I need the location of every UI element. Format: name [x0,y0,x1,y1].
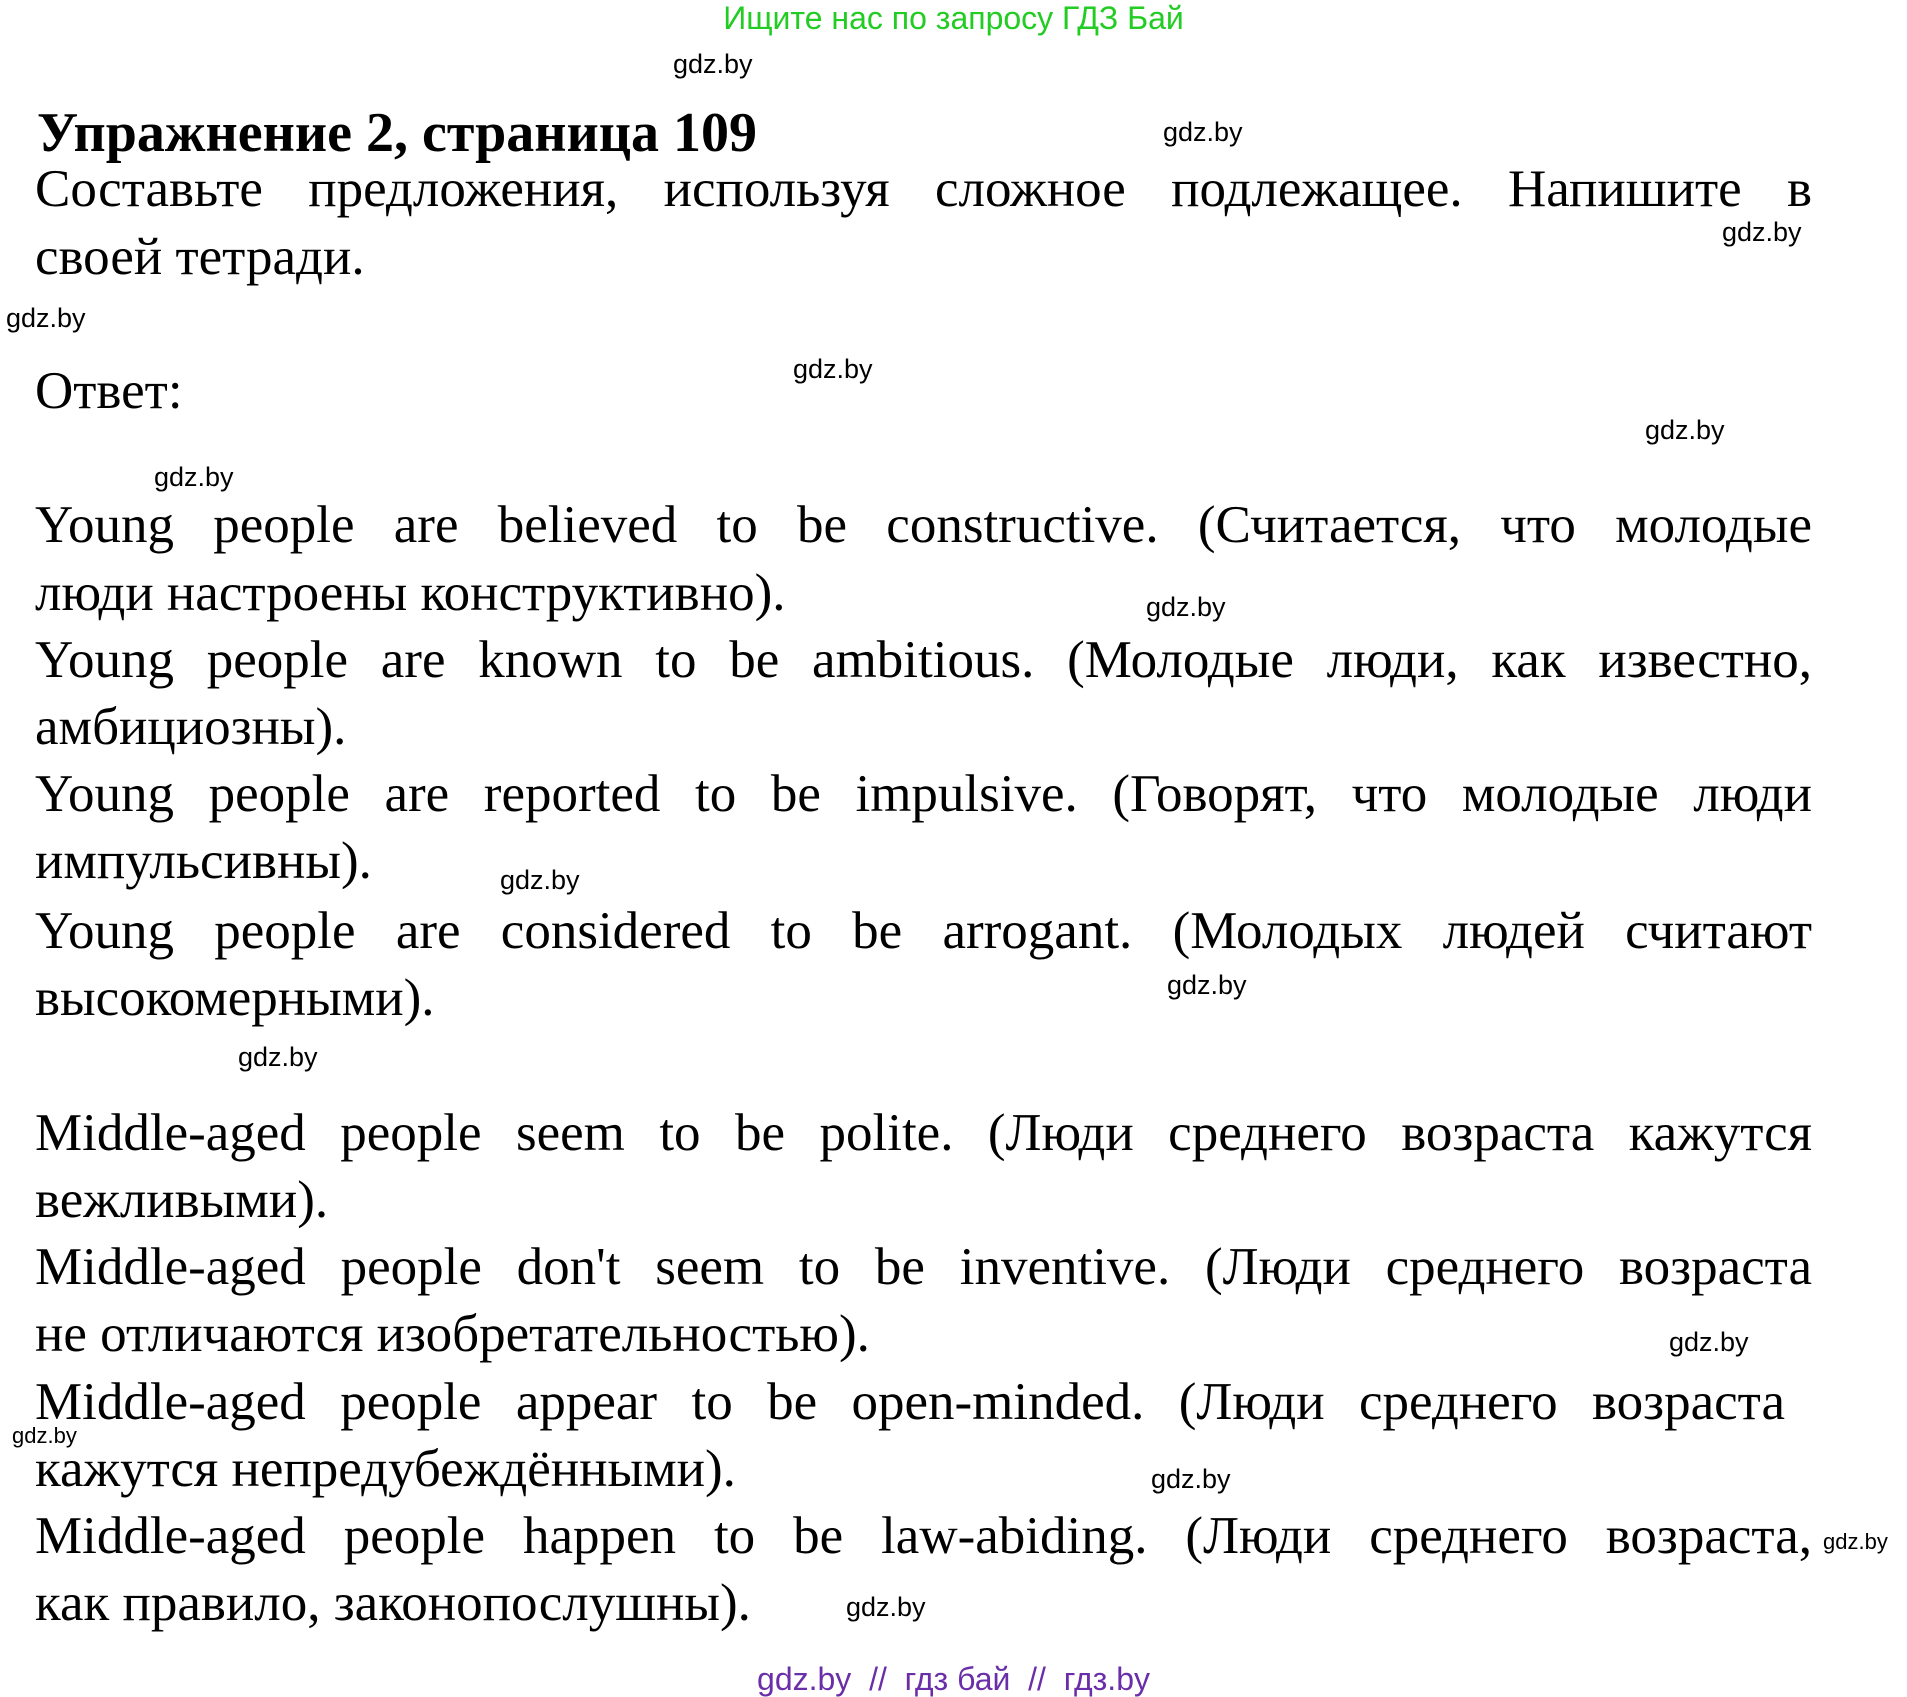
watermark: gdz.by [6,303,86,333]
answer-line: Middle-aged people seem to be polite. (Люди среднего возраста кажутся [35,1104,1812,1162]
answer-line: как правило, законопослушны). [35,1574,751,1632]
watermark: gdz.by [673,49,753,79]
watermark: gdz.by [154,462,234,492]
watermark: gdz.by [846,1592,926,1622]
watermark: gdz.by [12,1423,77,1448]
watermark: gdz.by [1163,117,1243,147]
answer-line: высокомерными). [35,969,435,1027]
answer-line: Middle-aged people don't seem to be inventive. (Люди среднего возраста [35,1238,1812,1296]
answer-line: люди настроены конструктивно). [35,564,786,622]
watermark: gdz.by [1669,1327,1749,1357]
watermark: gdz.by [1722,217,1802,247]
watermark: gdz.by [1167,970,1247,1000]
watermark: gdz.by [1823,1529,1888,1554]
watermark: gdz.by [1151,1464,1231,1494]
answer-line: Middle-aged people appear to be open-minded. (Люди среднего возраста [35,1373,1785,1431]
footer-links: gdz.by // гдз бай // гдз.by [757,1661,1150,1697]
watermark: gdz.by [500,865,580,895]
answer-line: Young people are believed to be constructive. (Считается, что молодые [35,496,1812,554]
page-title: Упражнение 2, страница 109 [37,102,758,164]
answer-line: Young people are known to be ambitious. (Молодые люди, как известно, [35,631,1812,689]
answer-line: вежливыми). [35,1171,329,1229]
answer-label: Ответ: [35,362,183,420]
instruction-line: своей тетради. [35,228,365,286]
watermark: gdz.by [793,354,873,384]
instruction-line: Составьте предложения, используя сложное подлежащее. Напишите в [35,160,1812,218]
search-banner: Ищите нас по запросу ГДЗ Бай [723,0,1184,36]
answer-line: Young people are considered to be arrogant. (Молодых людей считают [35,902,1812,960]
watermark: gdz.by [238,1042,318,1072]
watermark: gdz.by [1146,592,1226,622]
answer-line: импульсивны). [35,832,372,890]
answer-line: Young people are reported to be impulsive. (Говорят, что молодые люди [35,765,1812,823]
answer-line: не отличаются изобретательностью). [35,1305,870,1363]
answer-line: Middle-aged people happen to be law-abiding. (Люди среднего возраста, [35,1507,1812,1565]
answer-line: амбициозны). [35,698,347,756]
answer-line: кажутся непредубеждёнными). [35,1440,736,1498]
watermark: gdz.by [1645,415,1725,445]
